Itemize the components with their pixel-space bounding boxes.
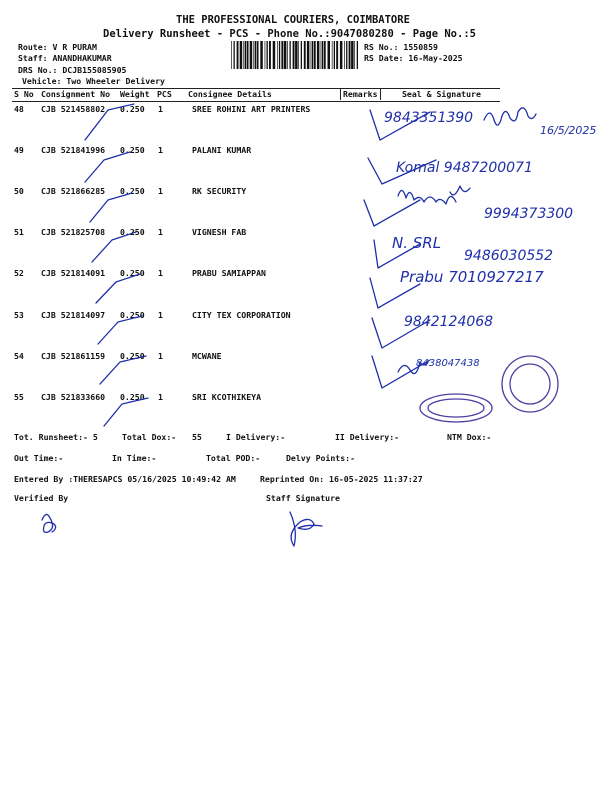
route-label: Route: V R PURAM bbox=[18, 42, 97, 52]
row-consignee: SRI KCOTHIKEYA bbox=[192, 391, 262, 402]
handwritten-phone-52: Prabu 7010927217 bbox=[400, 268, 544, 286]
handwritten-phone-50: 9994373300 bbox=[484, 206, 574, 222]
row-sno: 50 bbox=[14, 186, 24, 197]
row-sno: 48 bbox=[14, 104, 24, 114]
row-consignee: CITY TEX CORPORATION bbox=[192, 309, 291, 320]
delvy-points: Delvy Points:- bbox=[286, 453, 356, 463]
row-pcs: 1 bbox=[158, 145, 163, 156]
verified-signature bbox=[42, 514, 56, 532]
handwritten-phone-54: 8438047438 bbox=[416, 358, 480, 369]
total-runsheet: Tot. Runsheet:- 5 bbox=[14, 432, 98, 442]
row-consignee: MCWANE bbox=[192, 350, 222, 361]
staff-signature-label: Staff Signature bbox=[266, 493, 340, 503]
column-header-consignment: Consignment No bbox=[41, 89, 111, 99]
staff-label: Staff: ANANDHAKUMAR bbox=[18, 53, 112, 63]
company-title: THE PROFESSIONAL COURIERS, COIMBATORE bbox=[176, 14, 410, 26]
table-row bbox=[0, 351, 600, 392]
column-header-pcs: PCS bbox=[157, 89, 172, 99]
ii-delivery: II Delivery:- bbox=[335, 432, 400, 442]
staff-signature bbox=[290, 512, 322, 546]
row-weight: 0.250 bbox=[120, 309, 145, 320]
handwritten-phone-53: 9842124068 bbox=[404, 314, 494, 330]
table-row bbox=[0, 310, 600, 351]
row-consignment-no: CJB 521841996 bbox=[41, 145, 106, 156]
row-consignee: VIGNESH FAB bbox=[192, 227, 247, 238]
row-weight: 0.250 bbox=[120, 391, 145, 402]
rs-date: RS Date: 16-May-2025 bbox=[364, 53, 463, 63]
i-delivery: I Delivery:- bbox=[226, 432, 286, 442]
table-row bbox=[0, 268, 600, 309]
table-row bbox=[0, 145, 600, 186]
row-consignment-no: CJB 521814097 bbox=[41, 309, 106, 320]
handwritten-phone-49: Komal 9487200071 bbox=[396, 160, 533, 176]
row-sno: 55 bbox=[14, 391, 24, 402]
handwritten-name-51: N. SRL bbox=[392, 234, 442, 252]
handwritten-date-48: 16/5/2025 bbox=[540, 124, 597, 137]
row-pcs: 1 bbox=[158, 391, 163, 402]
row-pcs: 1 bbox=[158, 309, 163, 320]
row-weight: 0.250 bbox=[120, 104, 145, 114]
column-header-consignee: Consignee Details bbox=[188, 89, 272, 99]
row-pcs: 1 bbox=[158, 227, 163, 238]
column-header-signature: Seal & Signature bbox=[402, 89, 481, 99]
row-consignment-no: CJB 521458802 bbox=[41, 104, 106, 114]
row-weight: 0.250 bbox=[120, 186, 145, 197]
verified-by-label: Verified By bbox=[14, 493, 69, 503]
row-sno: 53 bbox=[14, 309, 24, 320]
column-header-sno: S No bbox=[14, 89, 34, 99]
handwritten-phone-51: 9486030552 bbox=[464, 248, 554, 264]
row-consignment-no: CJB 521833660 bbox=[41, 391, 106, 402]
row-pcs: 1 bbox=[158, 186, 163, 197]
reprinted-on: Reprinted On: 16-05-2025 11:37:27 bbox=[260, 474, 423, 484]
row-sno: 54 bbox=[14, 350, 24, 361]
in-time: In Time:- bbox=[112, 453, 157, 463]
row-sno: 49 bbox=[14, 145, 24, 156]
row-pcs: 1 bbox=[158, 104, 163, 114]
column-header-remarks: Remarks bbox=[343, 89, 378, 99]
row-consignment-no: CJB 521866285 bbox=[41, 186, 106, 197]
total-pod: Total POD:- bbox=[206, 453, 261, 463]
vehicle-label: Vehicle: Two Wheeler Delivery bbox=[22, 76, 165, 86]
row-weight: 0.250 bbox=[120, 268, 145, 279]
row-consignment-no: CJB 521814091 bbox=[41, 268, 106, 279]
row-sno: 52 bbox=[14, 268, 24, 279]
total-dox-label: Total Dox:- bbox=[122, 432, 177, 442]
row-consignee: PRABU SAMIAPPAN bbox=[192, 268, 266, 279]
row-pcs: 1 bbox=[158, 268, 163, 279]
row-consignee: PALANI KUMAR bbox=[192, 145, 252, 156]
table-row bbox=[0, 186, 600, 227]
out-time: Out Time:- bbox=[14, 453, 64, 463]
total-dox-value: 55 bbox=[192, 432, 202, 442]
ntm-dox: NTM Dox:- bbox=[447, 432, 492, 442]
runsheet-subtitle: Delivery Runsheet - PCS - Phone No.:9047080280 - Page No.:5 bbox=[103, 28, 476, 40]
barcode-image bbox=[231, 41, 359, 69]
row-consignment-no: CJB 521825708 bbox=[41, 227, 106, 238]
column-separator bbox=[380, 88, 381, 100]
table-row bbox=[0, 104, 600, 145]
drs-number: DRS No.: DCJB155085905 bbox=[18, 65, 127, 75]
row-pcs: 1 bbox=[158, 350, 163, 361]
handwritten-phone-48: 9843351390 bbox=[384, 110, 474, 126]
row-consignee: RK SECURITY bbox=[192, 186, 247, 197]
rs-number: RS No.: 1550859 bbox=[364, 42, 438, 52]
table-row bbox=[0, 227, 600, 268]
row-sno: 51 bbox=[14, 227, 24, 238]
row-weight: 0.250 bbox=[120, 350, 145, 361]
row-consignee: SREE ROHINI ART PRINTERS bbox=[192, 104, 311, 114]
row-weight: 0.250 bbox=[120, 145, 145, 156]
table-row bbox=[0, 392, 600, 433]
entered-by: Entered By :THERESAPCS 05/16/2025 10:49:42 AM bbox=[14, 474, 236, 484]
column-header-weight: Weight bbox=[120, 89, 150, 99]
row-consignment-no: CJB 521861159 bbox=[41, 350, 106, 361]
column-separator bbox=[340, 88, 341, 100]
row-weight: 0.250 bbox=[120, 227, 145, 238]
